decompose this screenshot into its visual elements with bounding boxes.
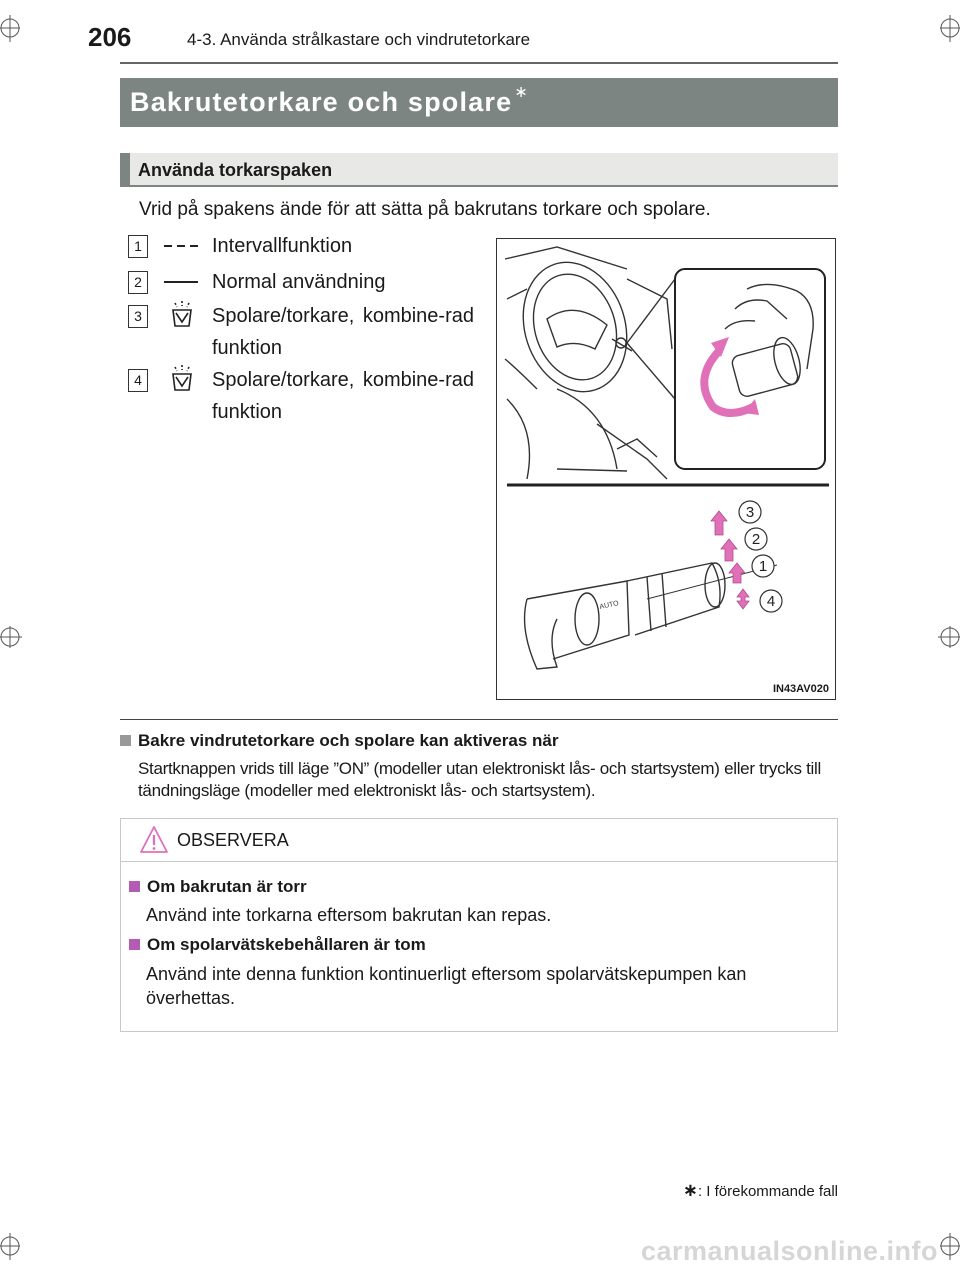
square-bullet-icon [120, 735, 131, 746]
observera-heading [129, 877, 307, 897]
item-label: Spolare/torkare, kombine-rad funktion [212, 369, 474, 423]
callout-3: 3 [745, 504, 755, 521]
solid-line-icon [164, 266, 200, 298]
subsection-title: Använda torkarspaken [120, 153, 838, 187]
wiper-lever-figure [496, 238, 836, 700]
callout-4: 4 [766, 593, 776, 610]
page-number: 206 [88, 22, 132, 52]
note-body: Startknappen vrids till läge ”ON” (modeller utan elektroniskt lås- och startsystem) eller trycks till tändningsläge (modeller med elektroniskt lås- och startsystem). [138, 759, 821, 800]
item-number: 3 [128, 305, 148, 328]
observera-heading-text: Om bakrutan är torr [147, 877, 307, 896]
footnote-mark: ∗ [682, 1180, 698, 1200]
rear-washer-icon [164, 364, 200, 396]
note-heading-text: Bakre vindrutetorkare och spolare kan aktiveras när [138, 731, 559, 750]
figure-code: IN43AV020 [772, 683, 829, 695]
observera-text: Använd inte denna funktion kontinuerligt eftersom spolarvätskepumpen kan överhettas. [146, 964, 747, 1008]
item-label: Normal användning [212, 271, 386, 293]
figure-illustration [497, 239, 836, 700]
section-title [120, 78, 838, 127]
item-label: Intervallfunktion [212, 235, 353, 257]
square-bullet-icon [129, 939, 140, 950]
lever-auto-label: AUTO [598, 600, 620, 611]
note-heading [120, 731, 558, 751]
warning-triangle-icon [139, 825, 169, 855]
observera-box [120, 818, 838, 1032]
item-number: 2 [128, 271, 148, 294]
square-bullet-icon [129, 881, 140, 892]
section-divider [120, 719, 838, 720]
chapter-title: 4-3. Använda strålkastare och vindrutetorkare [187, 30, 531, 49]
item-number: 4 [128, 369, 148, 392]
observera-title: OBSERVERA [177, 830, 289, 850]
callout-2: 2 [751, 531, 761, 548]
watermark: carmanualsonline.info [640, 1236, 938, 1266]
item-label: Spolare/torkare, kombine-rad funktion [212, 305, 474, 359]
item-number: 1 [128, 235, 148, 258]
footnote-text: : I förekommande fall [697, 1183, 838, 1200]
rear-washer-icon [164, 300, 200, 332]
observera-header [121, 819, 837, 862]
section-title-text: Bakrutetorkare och spolare [130, 87, 513, 117]
footnote [683, 1180, 838, 1201]
intro-text: Vrid på spakens ände för att sätta på bakrutans torkare och spolare. [139, 199, 711, 220]
header-divider [120, 62, 838, 64]
observera-heading [129, 935, 426, 955]
dashed-line-icon [164, 230, 200, 262]
observera-text: Använd inte torkarna eftersom bakrutan kan repas. [146, 905, 552, 925]
title-footnote-mark: ∗ [514, 84, 529, 101]
observera-heading-text: Om spolarvätskebehållaren är tom [147, 935, 426, 954]
callout-1: 1 [758, 558, 768, 575]
